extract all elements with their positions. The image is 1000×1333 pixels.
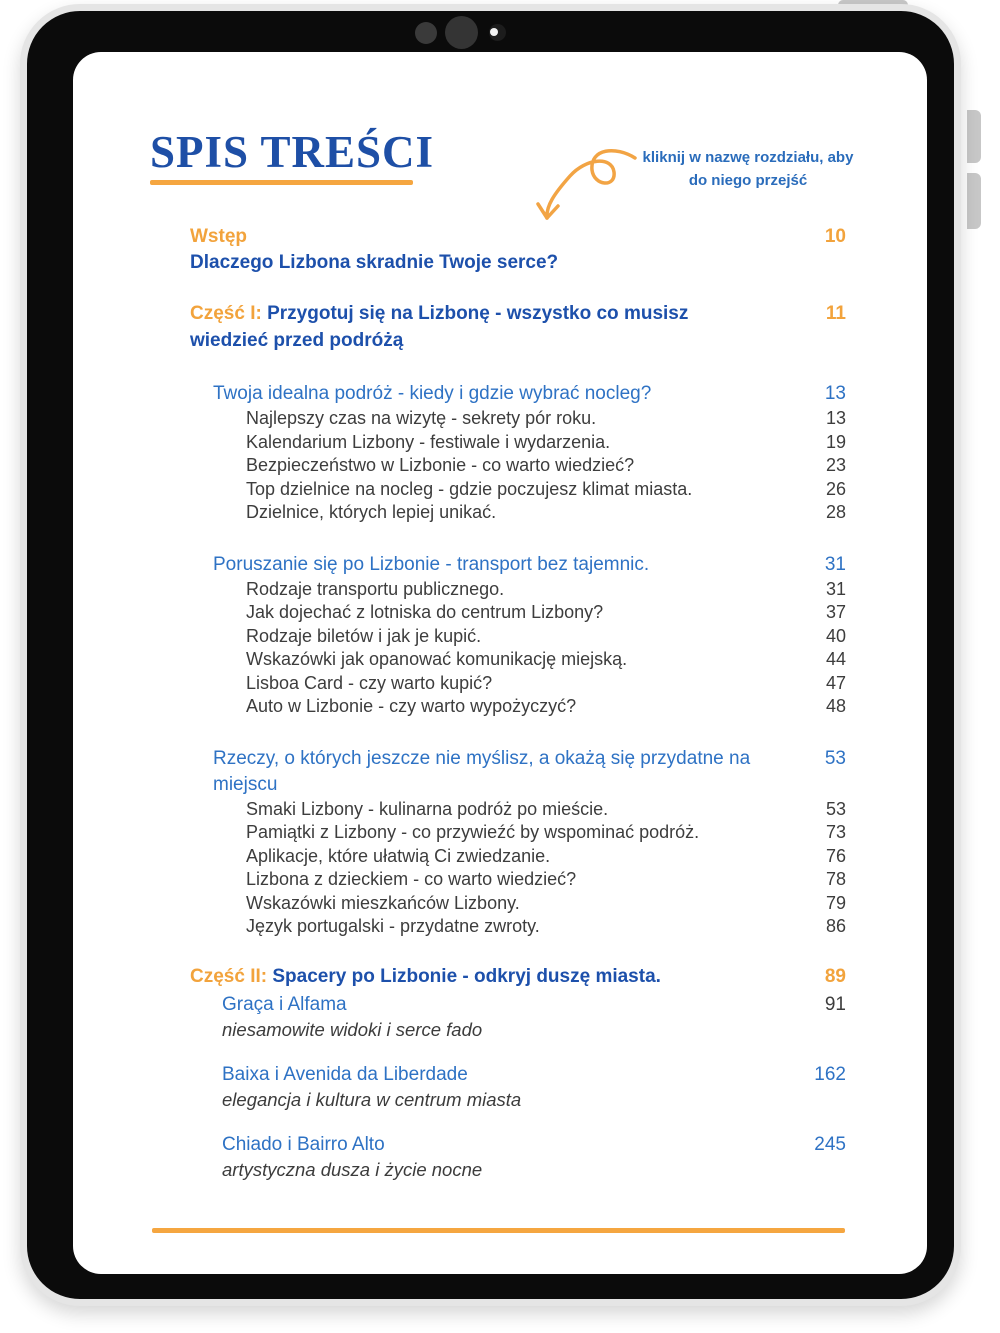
page-number: 245 — [814, 1133, 846, 1155]
toc-entry-item[interactable] — [190, 845, 846, 869]
part-title: Przygotuj się na Lizbonę - wszystko co musisz wiedzieć przed podróżą — [190, 303, 689, 351]
page-number: 162 — [814, 1063, 846, 1085]
toc-entry-item[interactable] — [190, 478, 846, 502]
entry-label: Dlaczego Lizbona skradnie Twoje serce? — [190, 252, 559, 273]
volume-down-button — [967, 173, 981, 229]
toc-entry-item[interactable] — [190, 915, 846, 939]
entry-label: Kalendarium Lizbony - festiwale i wydarzenia. — [246, 431, 611, 452]
entry-label: Smaki Lizbony - kulinarna podróż po mieście. — [246, 798, 609, 819]
entry-label: Pamiątki z Lizbony - co przywieźć by wspominać podróż. — [246, 822, 700, 842]
page-number: 31 — [824, 553, 846, 575]
entry-label: Wskazówki mieszkańców Lizbony. — [246, 892, 520, 913]
entry-label: Lizbona z dzieckiem - co warto wiedzieć? — [246, 869, 577, 889]
entry-label: Auto w Lizbonie - czy warto wypożyczyć? — [246, 696, 577, 716]
ebook-page — [73, 52, 927, 1274]
toc-entry-item[interactable] — [190, 798, 846, 822]
toc-entry-chapter[interactable] — [190, 1062, 846, 1088]
toc-entry-item[interactable] — [190, 578, 846, 602]
page-number: 37 — [825, 602, 846, 622]
toc-entry-item[interactable] — [190, 672, 846, 696]
toc-entry-item[interactable] — [190, 892, 846, 916]
entry-label: Top dzielnice na nocleg - gdzie poczujesz klimat miasta. — [246, 478, 693, 499]
toc-entry-item[interactable] — [190, 454, 846, 478]
entry-label: elegancja i kultura w centrum miasta — [222, 1088, 522, 1110]
page-number: 89 — [824, 965, 846, 987]
page-number: 44 — [825, 649, 846, 669]
toc-entry-item[interactable] — [190, 868, 846, 892]
toc-entry-chapter[interactable] — [190, 1132, 846, 1158]
page-number: 11 — [825, 303, 846, 324]
toc-entry-item[interactable] — [190, 601, 846, 625]
toc-entry-subtitle — [190, 1018, 846, 1042]
page-number: 91 — [824, 993, 846, 1015]
entry-label: Wskazówki jak opanować komunikację miejską. — [246, 649, 628, 669]
toc-entry-item[interactable] — [190, 407, 846, 431]
page-number: 31 — [825, 578, 846, 599]
page-number: 53 — [825, 798, 846, 819]
toc-entry-item[interactable] — [190, 648, 846, 672]
toc-entry-intro[interactable] — [190, 224, 846, 250]
entry-label — [190, 963, 750, 990]
entry-label: Rodzaje biletów i jak je kupić. — [246, 625, 482, 646]
camera-icon — [489, 24, 506, 41]
entry-label: Dzielnice, których lepiej unikać. — [246, 502, 497, 522]
toc-entry-part[interactable] — [190, 963, 846, 990]
note-line-2: do niego przejść — [688, 172, 808, 189]
page-number: 13 — [824, 383, 846, 404]
speaker-dot-icon — [445, 16, 478, 49]
page-number: 19 — [825, 431, 846, 452]
part-prefix: Część I: — [190, 303, 268, 324]
page-number: 26 — [825, 478, 846, 499]
toc-list — [190, 224, 846, 1182]
toc-entry-section[interactable] — [190, 552, 846, 578]
toc-entry-item[interactable] — [190, 695, 846, 719]
part-prefix: Część II: — [190, 965, 273, 987]
entry-label — [190, 300, 750, 354]
entry-label: Aplikacje, które ułatwią Ci zwiedzanie. — [246, 845, 551, 866]
entry-label: Baixa i Avenida da Liberdade — [222, 1063, 468, 1085]
toc-entry-intro-sub — [190, 250, 846, 276]
toc-entry-item[interactable] — [190, 821, 846, 845]
toc-entry-subtitle — [190, 1158, 846, 1182]
entry-label: Chiado i Bairro Alto — [222, 1133, 385, 1155]
entry-label: Rzeczy, o których jeszcze nie myślisz, a okażą się przydatne na miejscu — [213, 747, 751, 795]
toc-entry-subtitle — [190, 1088, 846, 1112]
entry-label: Jak dojechać z lotniska do centrum Lizbony? — [246, 602, 604, 622]
entry-label: Najlepszy czas na wizytę - sekrety pór roku. — [246, 408, 597, 428]
page-number: 28 — [825, 502, 846, 522]
page-number: 86 — [825, 916, 846, 936]
entry-label: Bezpieczeństwo w Lizbonie - co warto wiedzieć? — [246, 455, 635, 475]
page-number: 48 — [825, 696, 846, 716]
toc-entry-item[interactable] — [190, 431, 846, 455]
bottom-rule — [152, 1228, 845, 1233]
page-title: SPIS TREŚCI — [150, 127, 435, 177]
page-number: 79 — [825, 892, 846, 913]
page-number: 76 — [825, 845, 846, 866]
tablet-frame — [20, 4, 961, 1306]
toc-entry-item[interactable] — [190, 501, 846, 525]
toc-entry-section[interactable] — [190, 746, 846, 798]
entry-label: niesamowite widoki i serce fado — [222, 1018, 483, 1040]
part-title: Spacery po Lizbonie - odkryj duszę miasta. — [272, 965, 661, 987]
page-number: 78 — [825, 869, 846, 889]
toc-entry-section[interactable] — [190, 381, 846, 407]
page-number: 23 — [825, 455, 846, 475]
page-number: 40 — [825, 625, 846, 646]
entry-label: Wstęp — [190, 226, 247, 247]
entry-label: Graça i Alfama — [222, 993, 347, 1015]
entry-label: artystyczna dusza i życie nocne — [222, 1158, 483, 1180]
entry-label: Twoja idealna podróż - kiedy i gdzie wybrać nocleg? — [213, 383, 652, 404]
entry-label: Lisboa Card - czy warto kupić? — [246, 672, 493, 693]
page-number: 13 — [825, 408, 846, 428]
entry-label: Rodzaje transportu publicznego. — [246, 578, 505, 599]
entry-label: Poruszanie się po Lizbonie - transport bez tajemnic. — [213, 553, 650, 575]
toc-entry-item[interactable] — [190, 625, 846, 649]
page-number: 53 — [824, 747, 846, 769]
page-number: 47 — [825, 672, 846, 693]
sensor-dot-icon — [415, 22, 437, 44]
toc-entry-chapter[interactable] — [190, 992, 846, 1018]
camera-lens-icon — [490, 28, 498, 36]
volume-up-button — [967, 110, 981, 163]
title-underline — [150, 180, 413, 185]
page-number: 10 — [824, 226, 846, 247]
page-number: 73 — [825, 822, 846, 842]
note-line-1: kliknij w nazwę rozdziału, aby — [642, 149, 854, 166]
toc-entry-part[interactable] — [190, 300, 846, 354]
entry-label: Język portugalski - przydatne zwroty. — [246, 916, 540, 936]
